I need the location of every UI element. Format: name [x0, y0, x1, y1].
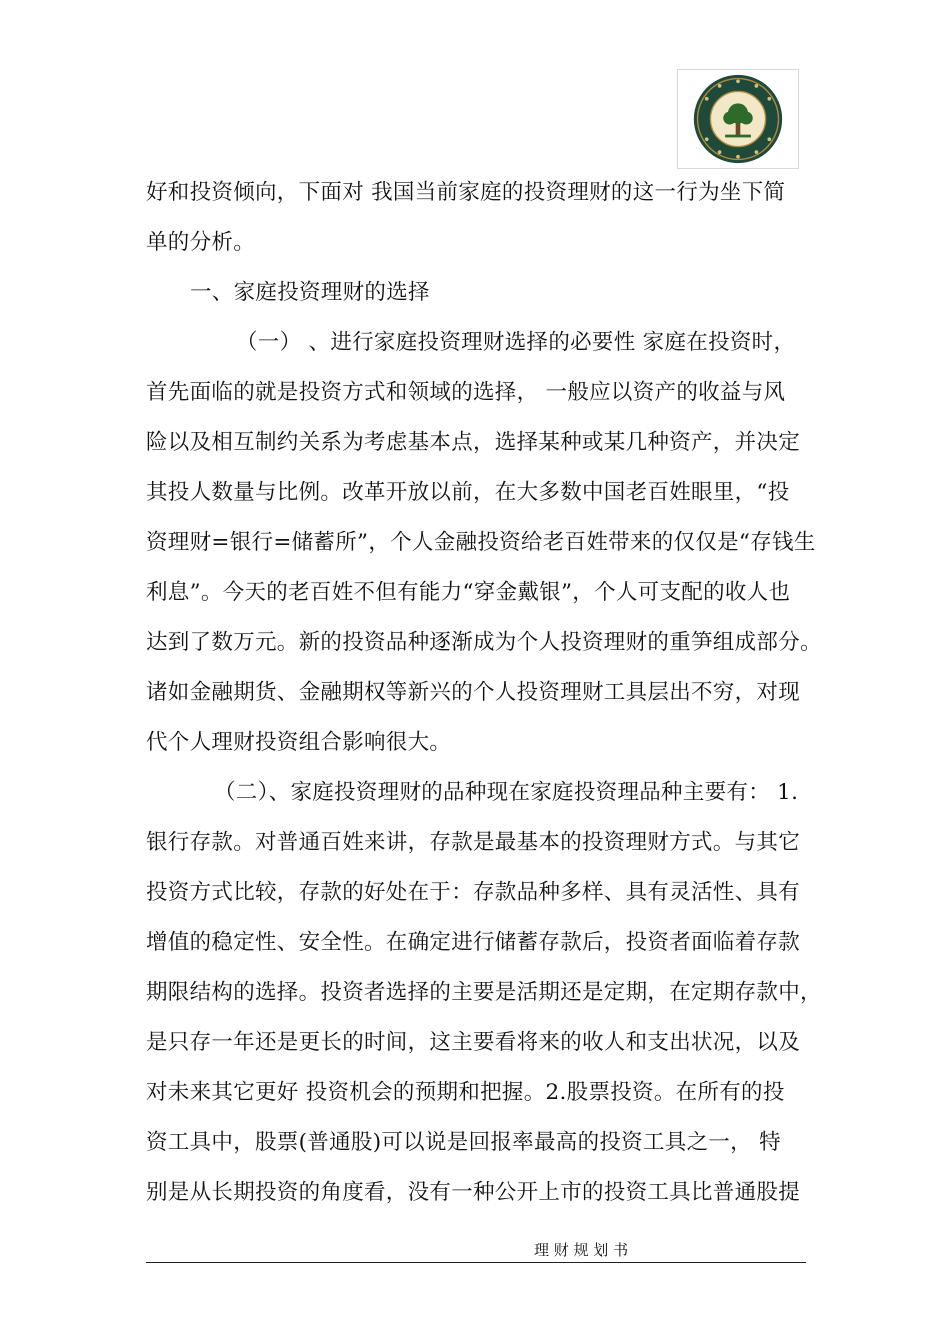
- subsection-heading: （一） 、进行家庭投资理财选择的必要性 家庭在投资时，: [236, 330, 796, 355]
- body-line: 别是从长期投资的角度看，没有一种公开上市的投资工具比普通股提: [146, 1180, 801, 1205]
- body-line: 是只存一年还是更长的时间，这主要看将来的收人和支出状况，以及: [146, 1030, 801, 1055]
- body-line: 单的分析。: [146, 230, 256, 255]
- body-line: 好和投资倾向，下面对 我国当前家庭的投资理财的这一行为坐下简: [146, 180, 786, 205]
- body-line: 诸如金融期货、金融期权等新兴的个人投资理财工具层出不穷，对现: [146, 680, 801, 705]
- body-line: 资工具中，股票(普通股)可以说是回报率最高的投资工具之一， 特: [146, 1130, 781, 1155]
- body-line: 其投人数量与比例。改革开放以前，在大多数中国老百姓眼里，“投: [146, 480, 790, 505]
- university-seal-icon: [692, 73, 784, 165]
- section-heading: 一、家庭投资理财的选择: [190, 280, 430, 305]
- body-line: 代个人理财投资组合影响很大。: [146, 730, 452, 755]
- body-line: 对未来其它更好 投资机会的预期和把握。2.股票投资。在所有的投: [146, 1080, 785, 1105]
- body-line: 资理财=银行=储蓄所”，个人金融投资给老百姓带来的仅仅是“存钱生: [146, 530, 816, 555]
- subsection-heading: （二）、家庭投资理财的品种现在家庭投资理品种主要有： 1.: [214, 780, 799, 805]
- footer-divider: [146, 1262, 806, 1263]
- body-line: 达到了数万元。新的投资品种逐渐成为个人投资理财的重笋组成部分。: [146, 630, 822, 655]
- body-line: 投资方式比较，存款的好处在于：存款品种多样、具有灵活性、具有: [146, 880, 801, 905]
- body-line: 银行存款。对普通百姓来讲，存款是最基本的投资理财方式。与其它: [146, 830, 801, 855]
- footer-title: 理 财 规 划 书: [534, 1241, 629, 1259]
- body-line: 首先面临的就是投资方式和领域的选择， 一般应以资产的收益与风: [146, 380, 786, 405]
- body-line: 期限结构的选择。投资者选择的主要是活期还是定期，在定期存款中，: [146, 980, 822, 1005]
- logo-frame: [677, 69, 799, 169]
- body-line: 增值的稳定性、安全性。在确定进行储蓄存款后，投资者面临着存款: [146, 930, 801, 955]
- body-line: 利息”。今天的老百姓不但有能力“穿金戴银”，个人可支配的收人也: [146, 580, 791, 605]
- body-line: 险以及相互制约关系为考虑基本点，选择某种或某几种资产，并决定: [146, 430, 801, 455]
